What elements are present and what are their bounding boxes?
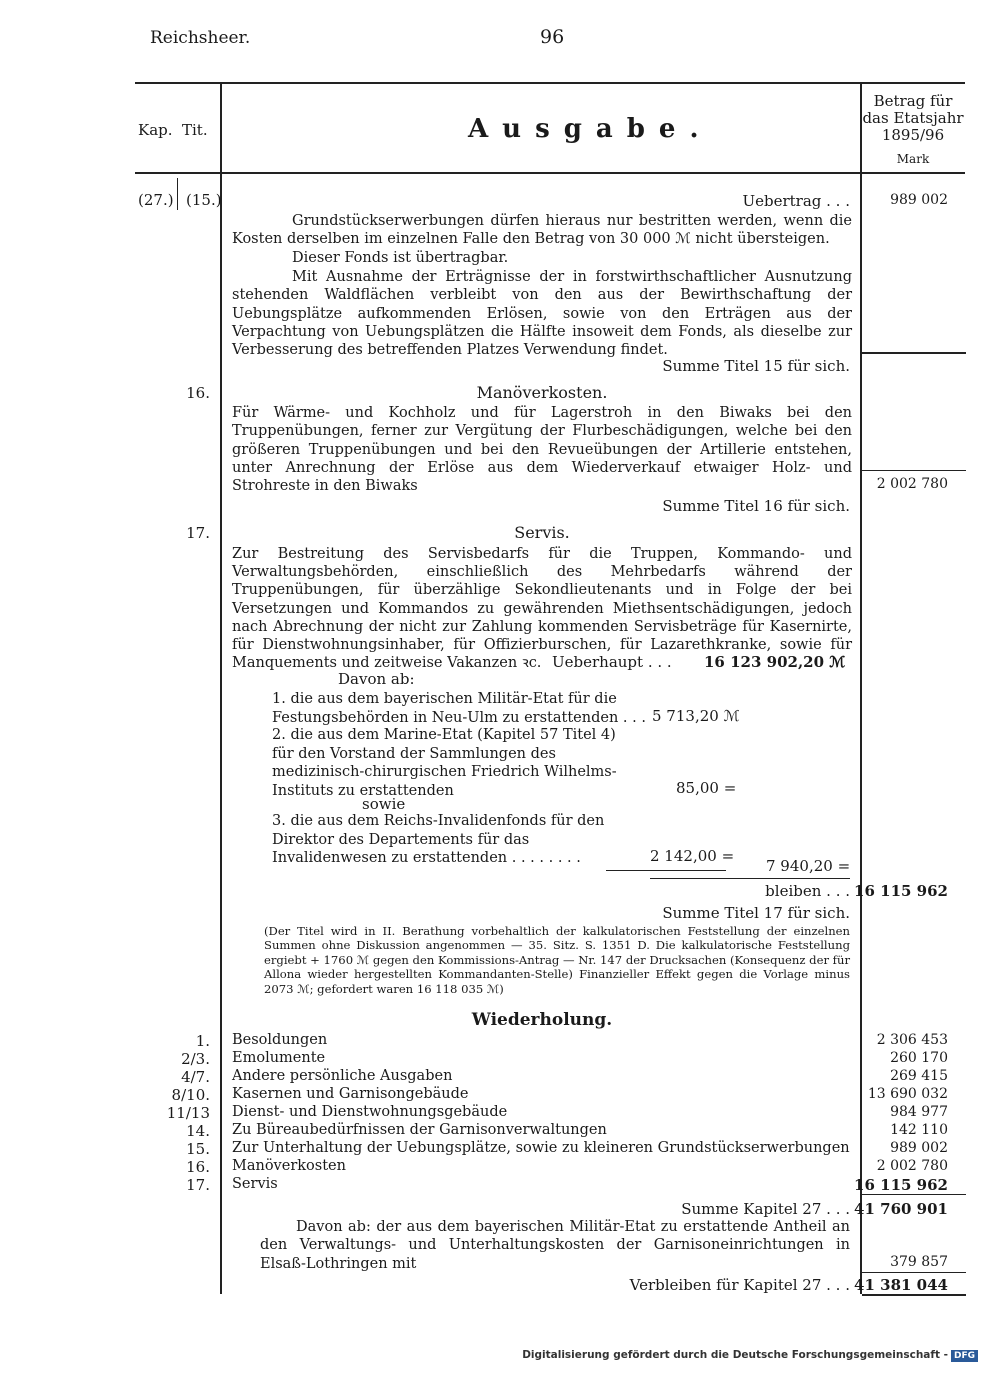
wiederholung-sum-rule [862, 1194, 966, 1195]
wiederholung-tit: 4/7. [181, 1068, 210, 1086]
davon-item-3: 3. die aus dem Reichs-Invalidenfonds für den Direktor des Departements für das Invalidenwesen zu erstattenden . . . . . . . . [272, 813, 605, 866]
davon-item-1: 1. die aus dem bayerischen Militär-Etat für die Festungsbehörden in Neu-Ulm zu erstattenden . . . [272, 691, 646, 726]
verbleiben-amount: 41 381 044 [854, 1276, 948, 1294]
heading-wiederholung: Wiederholung. [471, 1010, 613, 1030]
tit-header: Tit. [182, 121, 208, 139]
bleiben-amount: 16 115 962 [854, 882, 948, 900]
table-top-rule [135, 82, 965, 84]
wiederholung-tit: 17. [186, 1176, 210, 1194]
uebertrag-label: Uebertrag . . . [742, 192, 850, 210]
wiederholung-amount: 269 415 [890, 1068, 948, 1084]
tit-number-15: (15.) [186, 191, 222, 209]
amount-titel-16: 2 002 780 [876, 476, 948, 492]
header-bottom-rule [135, 172, 965, 174]
wiederholung-amount: 13 690 032 [867, 1086, 948, 1102]
wiederholung-tit: 1. [195, 1032, 210, 1050]
wiederholung-tit: 15. [186, 1140, 210, 1158]
davon-subtotal-rule [606, 870, 726, 871]
wiederholung-label: Besoldungen [232, 1032, 328, 1048]
summe-kapitel-27-label: Summe Kapitel 27 . . . [681, 1200, 850, 1218]
davon-item-2: 2. die aus dem Marine-Etat (Kapitel 57 Titel 4) für den Vorstand der Sammlungen des medizinisch-chirurgischen Friedrich Wilhelms-Instituts zu erstattenden [272, 727, 617, 799]
page-number: 96 [540, 26, 565, 48]
wiederholung-label: Kasernen und Garnisongebäude [232, 1086, 469, 1102]
betrag-header-1: Betrag für [873, 92, 953, 110]
tit-number-17: 17. [186, 524, 210, 542]
davon-item-3-amount: 2 142,00 = [650, 847, 735, 865]
wiederholung-label: Servis [232, 1176, 278, 1192]
running-header: Reichsheer. [150, 28, 251, 48]
paragraph-ausnahme: Mit Ausnahme der Erträgnisse der in forstwirthschaftlicher Ausnutzung stehenden Waldflächen verbleibt von den aus der Bewirthschaftung der Uebungsplätze aufkommenden Erlösen, sowie von den Erträgen aus der Verpachtung von Uebungsplätzen die Hälfte insoweit dem Fonds, als dieselbe zur Verbesserung des betreffenden Platzes Verwendung findet. [232, 269, 852, 359]
wiederholung-tit: 16. [186, 1158, 210, 1176]
dfg-logo-icon: DFG [951, 1350, 978, 1362]
davon-ab-bayern-amount: 379 857 [890, 1254, 948, 1270]
davon-total: 7 940,20 = [766, 857, 851, 875]
heading-manoeverkosten: Manöverkosten. [476, 383, 608, 402]
wiederholung-amount: 2 306 453 [876, 1032, 948, 1048]
verbleiben-rule [862, 1272, 966, 1273]
wiederholung-label: Zu Büreaubedürfnissen der Garnisonverwaltungen [232, 1122, 607, 1138]
summe-kapitel-27-amount: 41 760 901 [854, 1200, 948, 1218]
amount-rule-15 [862, 352, 966, 354]
wiederholung-amount: 2 002 780 [876, 1158, 948, 1174]
wiederholung-tit: 2/3. [181, 1050, 210, 1068]
wiederholung-amount: 16 115 962 [854, 1176, 948, 1194]
ueberhaupt-label: Ueberhaupt . . . [552, 653, 672, 671]
final-rule [862, 1294, 966, 1296]
tit-column-rule [220, 84, 222, 1294]
wiederholung-label: Dienst- und Dienstwohnungsgebäude [232, 1104, 508, 1120]
sowie-label: sowie [362, 795, 406, 813]
dfg-footer-text: Digitalisierung gefördert durch die Deutsche Forschungsgemeinschaft - [522, 1349, 948, 1361]
wiederholung-label: Manöverkosten [232, 1158, 346, 1174]
paragraph-fonds: Dieser Fonds ist übertragbar. [292, 250, 509, 266]
wiederholung-amount: 142 110 [890, 1122, 948, 1138]
wiederholung-amount: 260 170 [890, 1050, 948, 1066]
paragraph-manoeverkosten: Für Wärme- und Kochholz und für Lagerstroh in den Biwaks bei den Truppenübungen, ferner zur Vergütung der Flurbeschädigungen, welche bei den größeren Truppenübungen und bei den Revueübungen der Artillerie entstehen, unter Anrechnung der Erlöse aus dem Wiederverkauf etwaiger Holz- und Strohreste in den Biwaks [232, 405, 852, 495]
wiederholung-label: Zur Unterhaltung der Uebungsplätze, sowie zu kleineren Grundstückserwerbungen [232, 1140, 850, 1156]
uebertrag-amount: 989 002 [890, 192, 948, 208]
wiederholung-tit: 8/10. [171, 1086, 210, 1104]
wiederholung-label: Andere persönliche Ausgaben [232, 1068, 453, 1084]
amount-rule-16 [862, 470, 966, 471]
bleiben-label: bleiben . . . [765, 882, 850, 900]
betrag-header-2: das Etatsjahr [862, 109, 964, 127]
davon-item-2-amount: 85,00 = [676, 779, 737, 797]
berathung-note: (Der Titel wird in II. Berathung vorbehaltlich der kalkulatorischen Feststellung der einzelnen Summen ohne Diskussion angenommen — 35. Sitz. S. 1351 D. Die kalkulatorische Feststellung ergiebt + 1760 ℳ gegen den Kommissions-Antrag — Nr. 147 der Drucksachen (Konsequenz der für Allona wieder hergestellten Kommandanten-Stelle) Finanzieller Effekt gegen die Vorlage minus 2073 ℳ; gefordert waren 16 118 035 ℳ) [264, 924, 850, 996]
ueberhaupt-amount: 16 123 902,20 ℳ [704, 653, 846, 671]
summe-titel-16: Summe Titel 16 für sich. [662, 497, 850, 515]
kap-header: Kap. [138, 121, 173, 139]
davon-item-1-amount: 5 713,20 ℳ [652, 707, 740, 725]
summe-titel-17: Summe Titel 17 für sich. [662, 904, 850, 922]
kap-number: (27.) [138, 191, 174, 209]
tit-number-16: 16. [186, 384, 210, 402]
verbleiben-label: Verbleiben für Kapitel 27 . . . [629, 1276, 850, 1294]
paragraph-grundstueck: Grundstückserwerbungen dürfen hieraus nur bestritten werden, wenn die Kosten derselben im einzelnen Falle den Betrag von 30 000 ℳ nicht übersteigen. [232, 213, 852, 248]
summe-titel-15: Summe Titel 15 für sich. [662, 357, 850, 375]
wiederholung-amount: 989 002 [890, 1140, 948, 1156]
mark-header: Mark [896, 152, 930, 166]
wiederholung-tit: 11/13 [166, 1104, 210, 1122]
davon-ab-label: Davon ab: [338, 670, 415, 688]
davon-total-rule [650, 878, 850, 879]
heading-servis: Servis. [514, 523, 570, 542]
ausgabe-header: Ausgabe. [468, 114, 713, 144]
kap-column-rule [177, 178, 178, 210]
betrag-header-3: 1895/96 [881, 126, 945, 144]
wiederholung-label: Emolumente [232, 1050, 326, 1066]
dfg-footer [522, 1349, 978, 1362]
wiederholung-tit: 14. [186, 1122, 210, 1140]
wiederholung-amount: 984 977 [890, 1104, 948, 1120]
davon-ab-bayern: Davon ab: der aus dem bayerischen Militär-Etat zu erstattende Antheil an den Verwaltungs- und Unterhaltungskosten der Garnisoneinrichtungen in Elsaß-Lothringen mit [260, 1219, 850, 1272]
paragraph-servis: Zur Bestreitung des Servisbedarfs für die Truppen, Kommando- und Verwaltungsbehörden, einschließlich des Mehrbedarfs während der Truppenübungen, für überzählige Sekondlieutenants und in Folge der bei Versetzungen und Kommandos zu gewährenden Miethsentschädigungen, jedoch nach Abrechnung der nicht zur Zahlung kommenden Servisbeträge für Kasernirte, für Dienstwohnungsinhaber, für Offizierburschen, für Lazarethkranke, sowie für Manquements und zeitweise Vakanzen ꝛc. [232, 546, 852, 672]
